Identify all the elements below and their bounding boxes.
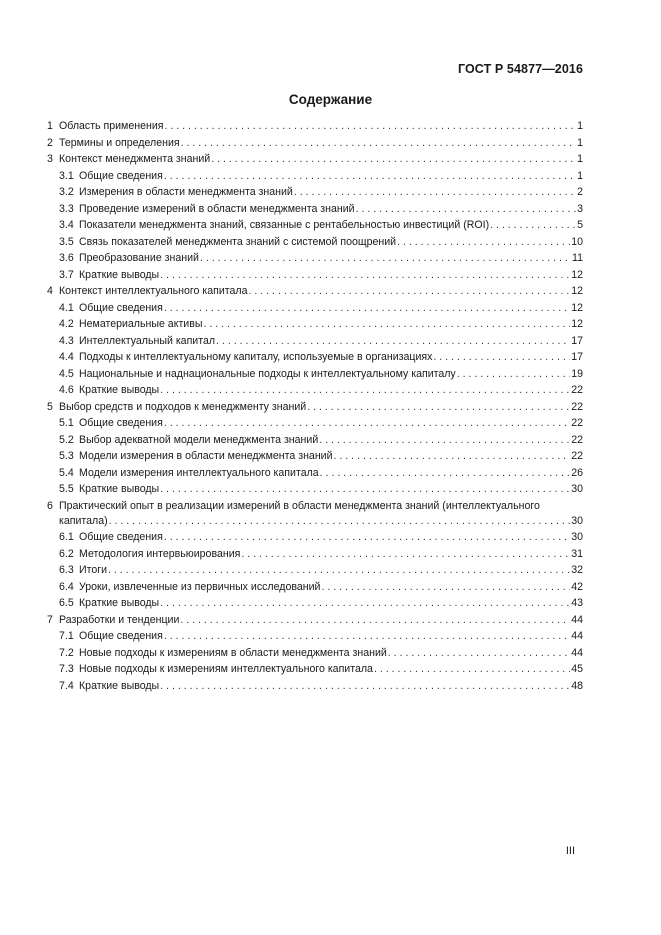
toc-entry-page: 43 xyxy=(571,597,583,609)
toc-title: Содержание xyxy=(288,92,373,107)
toc-entry-page: 22 xyxy=(571,384,583,396)
toc-entry-page: 11 xyxy=(572,252,583,264)
toc-entry-number: 5.1 xyxy=(59,417,74,429)
toc-entry-page: 12 xyxy=(571,268,583,281)
toc-entry-number: 3.2 xyxy=(59,186,74,198)
toc-entry-title: Общие сведения xyxy=(79,417,163,429)
toc-entry[interactable] xyxy=(47,448,583,465)
toc-entry-title: Краткие выводы xyxy=(79,679,160,692)
dot-leader xyxy=(307,399,570,416)
toc-entry-number: 7.2 xyxy=(59,646,74,659)
toc-entry-title: Итоги xyxy=(79,564,108,576)
dot-leader xyxy=(164,168,576,185)
dot-leader xyxy=(388,645,570,662)
toc-entry-title: Краткие выводы xyxy=(79,483,160,495)
toc-entry-page: 1 xyxy=(577,153,583,165)
toc-entry-title: Интеллектуальный капитал xyxy=(79,334,216,347)
toc-entry-number: 3.3 xyxy=(59,202,74,215)
dot-leader xyxy=(374,661,570,678)
toc-entry[interactable] xyxy=(47,481,583,498)
toc-entry[interactable] xyxy=(47,661,583,678)
toc-entry-number: 6.3 xyxy=(59,564,74,576)
toc-entry-title: Измерения в области менеджмента знаний xyxy=(79,186,293,198)
toc-entry-title: Общие сведения xyxy=(79,169,163,182)
toc-entry-number: 5.2 xyxy=(59,433,74,446)
toc-entry-number: 4.5 xyxy=(59,367,74,380)
toc-entry[interactable] xyxy=(47,283,583,300)
toc-entry-title: Краткие выводы xyxy=(79,384,160,396)
toc-entry-title: Методология интервьюирования xyxy=(79,547,241,560)
toc-entry-number: 6.4 xyxy=(59,580,74,593)
toc-entry-number: 3.4 xyxy=(59,219,74,231)
toc-entry-page: 12 xyxy=(571,285,583,297)
toc-entry-continuation[interactable] xyxy=(47,514,583,529)
toc-entry-title: Выбор средств и подходов к менеджменту знаний xyxy=(59,400,307,413)
toc-entry-number: 2 xyxy=(47,136,53,149)
toc-entry[interactable] xyxy=(47,300,583,317)
toc-entry-title: Национальные и наднациональные подходы к интеллектуальному капиталу xyxy=(79,367,456,380)
dot-leader xyxy=(397,234,570,251)
toc-entry-number: 4 xyxy=(47,285,53,297)
dot-leader xyxy=(320,465,571,482)
dot-leader xyxy=(180,612,570,629)
toc-entry-number: 6.1 xyxy=(59,531,74,543)
toc-entry[interactable] xyxy=(47,151,583,168)
toc-entry-title: Преобразование знаний xyxy=(79,252,199,264)
toc-entry[interactable] xyxy=(47,366,583,383)
dot-leader xyxy=(160,382,570,399)
dot-leader xyxy=(160,481,570,498)
toc-entry-number: 1 xyxy=(47,120,53,132)
dot-leader xyxy=(164,118,576,135)
toc-entry-number: 4.6 xyxy=(59,384,74,396)
toc-entry[interactable] xyxy=(47,217,583,234)
toc-entry[interactable] xyxy=(47,628,583,645)
toc-entry[interactable] xyxy=(47,118,583,135)
toc-entry[interactable] xyxy=(47,498,583,515)
dot-leader xyxy=(160,267,570,284)
toc-entry-title: Показатели менеджмента знаний, связанные с рентабельностью инвестиций (ROI) xyxy=(79,219,490,231)
page-number: III xyxy=(565,845,575,857)
toc-entry[interactable] xyxy=(47,250,583,267)
dot-leader xyxy=(490,217,576,234)
toc-entry[interactable] xyxy=(47,234,583,251)
toc-entry[interactable] xyxy=(47,579,583,596)
toc-entry-page: 31 xyxy=(571,547,583,560)
toc-entry-title: Связь показателей менеджмента знаний с системой поощрений xyxy=(79,235,397,248)
toc-entry-number: 6.2 xyxy=(59,547,74,560)
toc-entry[interactable] xyxy=(47,595,583,612)
toc-entry-title-continued: капитала) xyxy=(59,515,108,527)
toc-entry[interactable] xyxy=(47,201,583,218)
toc-entry-title: Общие сведения xyxy=(79,531,163,543)
toc-entry[interactable] xyxy=(47,546,583,563)
toc-entry-number: 7.3 xyxy=(59,663,74,675)
toc-entry-page: 44 xyxy=(571,613,583,626)
toc-entry-number: 5.3 xyxy=(59,450,74,462)
toc-entry-page: 5 xyxy=(577,219,583,231)
toc-entry-title: Новые подходы к измерениям интеллектуального капитала xyxy=(79,663,373,675)
table-of-contents xyxy=(47,118,583,694)
toc-entry-number: 3.6 xyxy=(59,252,74,264)
dot-leader xyxy=(294,184,576,201)
toc-entry-title: Практический опыт в реализации измерений в области менеджмента знаний (интеллектуального xyxy=(59,499,540,512)
toc-entry-page: 30 xyxy=(571,483,583,495)
toc-entry-page: 17 xyxy=(571,351,583,363)
dot-leader xyxy=(108,562,570,579)
toc-entry[interactable] xyxy=(47,432,583,449)
dot-leader xyxy=(241,546,570,563)
dot-leader xyxy=(211,151,576,168)
toc-entry-page: 30 xyxy=(571,515,583,527)
toc-entry-page: 32 xyxy=(571,564,583,576)
toc-entry-page: 2 xyxy=(577,186,583,198)
toc-entry-page: 10 xyxy=(571,235,583,248)
toc-entry-number: 4.4 xyxy=(59,351,74,363)
toc-entry-page: 19 xyxy=(571,367,583,380)
toc-entry[interactable] xyxy=(47,399,583,416)
dot-leader xyxy=(356,201,577,218)
toc-entry-number: 7.1 xyxy=(59,630,74,642)
dot-leader xyxy=(164,529,570,546)
toc-entry-page: 26 xyxy=(571,466,583,479)
toc-entry[interactable] xyxy=(47,678,583,695)
dot-leader xyxy=(164,628,570,645)
toc-entry-title: Термины и определения xyxy=(59,136,180,149)
toc-entry[interactable] xyxy=(47,316,583,333)
toc-entry-title: Область применения xyxy=(59,120,164,132)
toc-entry-number: 3.7 xyxy=(59,268,74,281)
toc-entry[interactable] xyxy=(47,562,583,579)
toc-entry[interactable] xyxy=(47,135,583,152)
dot-leader xyxy=(164,300,570,317)
toc-entry-title: Общие сведения xyxy=(79,301,163,314)
toc-entry-page: 12 xyxy=(571,318,583,330)
toc-entry-title: Разработки и тенденции xyxy=(59,613,180,626)
dot-leader xyxy=(181,135,576,152)
toc-entry-title: Модели измерения интеллектуального капитала xyxy=(79,466,319,479)
toc-entry-page: 22 xyxy=(571,433,583,446)
toc-entry[interactable] xyxy=(47,382,583,399)
dot-leader xyxy=(319,432,570,449)
toc-entry[interactable] xyxy=(47,612,583,629)
toc-entry-number: 4.1 xyxy=(59,301,74,314)
toc-entry-page: 30 xyxy=(571,531,583,543)
toc-entry-page: 22 xyxy=(571,400,583,413)
toc-entry-title: Общие сведения xyxy=(79,630,163,642)
dot-leader xyxy=(433,349,570,366)
toc-entry[interactable] xyxy=(47,529,583,546)
toc-entry[interactable] xyxy=(47,465,583,482)
toc-entry-title: Уроки, извлеченные из первичных исследований xyxy=(79,580,321,593)
toc-entry-page: 17 xyxy=(571,334,583,347)
dot-leader xyxy=(164,415,570,432)
toc-entry-page: 3 xyxy=(577,202,583,215)
toc-entry-number: 7.4 xyxy=(59,679,74,692)
toc-entry-title: Краткие выводы xyxy=(79,597,160,609)
toc-entry-page: 1 xyxy=(577,136,583,149)
toc-entry-number: 5.5 xyxy=(59,483,74,495)
toc-entry[interactable] xyxy=(47,184,583,201)
dot-leader xyxy=(160,595,570,612)
toc-entry-title: Проведение измерений в области менеджмента знаний xyxy=(79,202,355,215)
toc-entry-page: 42 xyxy=(571,580,583,593)
toc-entry-title: Подходы к интеллектуальному капиталу, используемые в организациях xyxy=(79,351,433,363)
toc-entry-number: 4.2 xyxy=(59,318,74,330)
dot-leader xyxy=(160,678,570,695)
toc-entry[interactable] xyxy=(47,333,583,350)
toc-entry-number: 6 xyxy=(47,499,53,512)
toc-entry-page: 12 xyxy=(571,301,583,314)
toc-entry-number: 5.4 xyxy=(59,466,74,479)
toc-entry-title: Нематериальные активы xyxy=(79,318,203,330)
dot-leader xyxy=(457,366,570,383)
toc-entry-title: Модели измерения в области менеджмента знаний xyxy=(79,450,333,462)
toc-entry-number: 3.5 xyxy=(59,235,74,248)
toc-entry-page: 44 xyxy=(571,646,583,659)
toc-entry-title: Выбор адекватной модели менеджмента знаний xyxy=(79,433,319,446)
dot-leader xyxy=(216,333,570,350)
dot-leader xyxy=(200,250,571,267)
dot-leader xyxy=(203,316,570,333)
toc-entry-title: Краткие выводы xyxy=(79,268,160,281)
toc-entry-page: 48 xyxy=(571,679,583,692)
toc-entry[interactable] xyxy=(47,168,583,185)
toc-entry-number: 7 xyxy=(47,613,53,626)
toc-entry[interactable] xyxy=(47,267,583,284)
toc-entry-number: 6.5 xyxy=(59,597,74,609)
dot-leader xyxy=(334,448,571,465)
toc-entry-number: 4.3 xyxy=(59,334,74,347)
toc-entry-number: 5 xyxy=(47,400,53,413)
toc-entry-title: Новые подходы к измерениям в области менеджмента знаний xyxy=(79,646,387,659)
toc-entry[interactable] xyxy=(47,645,583,662)
dot-leader xyxy=(321,579,570,596)
dot-leader xyxy=(109,514,571,529)
toc-entry-page: 1 xyxy=(577,120,583,132)
toc-entry-page: 22 xyxy=(571,450,583,462)
toc-entry[interactable] xyxy=(47,349,583,366)
toc-entry-page: 44 xyxy=(571,630,583,642)
toc-entry-title: Контекст интеллектуального капитала xyxy=(59,285,248,297)
toc-entry-page: 45 xyxy=(571,663,583,675)
standard-designation: ГОСТ Р 54877—2016 xyxy=(457,62,583,76)
toc-entry-page: 22 xyxy=(571,417,583,429)
toc-entry-title: Контекст менеджмента знаний xyxy=(59,153,211,165)
toc-entry-number: 3.1 xyxy=(59,169,74,182)
toc-entry[interactable] xyxy=(47,415,583,432)
toc-entry-number: 3 xyxy=(47,153,53,165)
toc-entry-page: 1 xyxy=(577,169,583,182)
dot-leader xyxy=(249,283,571,300)
